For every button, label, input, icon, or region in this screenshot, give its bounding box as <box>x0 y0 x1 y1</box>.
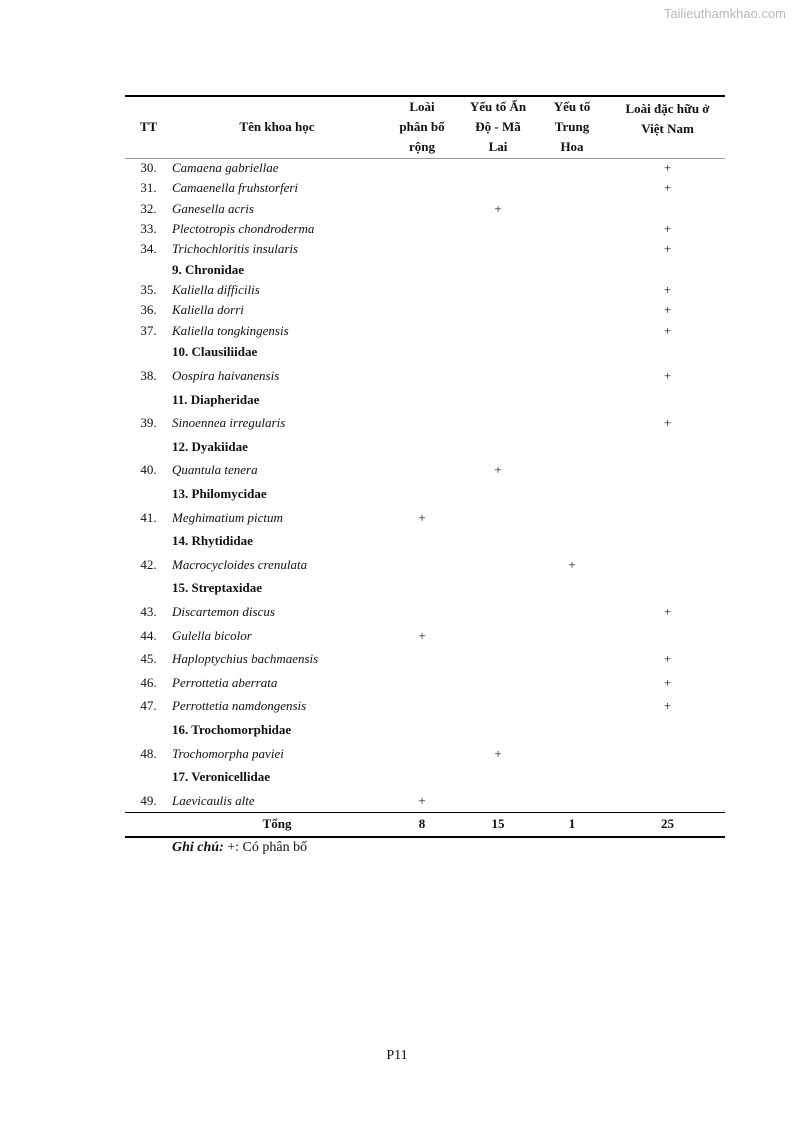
row-number: 49. <box>140 792 157 808</box>
row-number: 44. <box>140 627 157 643</box>
indo-malay-mark <box>462 178 534 198</box>
family-name: 17. Veronicellidae <box>172 769 270 785</box>
endemic-mark: + <box>663 674 672 690</box>
endemic-mark <box>610 199 725 219</box>
species-row <box>125 411 725 435</box>
endemic-mark: + <box>663 368 672 384</box>
species-name: Trochomorpha paviei <box>172 745 284 761</box>
species-row <box>125 459 725 483</box>
endemic-mark: + <box>663 322 672 338</box>
species-name: Laevicaulis alte <box>172 792 255 808</box>
footnote-label: Ghi chú: <box>172 840 224 855</box>
species-row <box>125 280 725 300</box>
row-number: 35. <box>140 281 157 297</box>
header-scientific-name: Tên khoa học <box>239 119 315 135</box>
endemic-mark: + <box>663 415 672 431</box>
species-row <box>125 742 725 766</box>
row-number: 42. <box>140 556 157 572</box>
indo-malay-mark <box>462 671 534 695</box>
widespread-mark <box>382 695 462 719</box>
row-number: 38. <box>140 368 157 384</box>
chinese-mark <box>534 647 610 671</box>
endemic-mark <box>610 506 725 530</box>
indo-malay-mark <box>462 624 534 648</box>
family-row <box>125 388 725 412</box>
widespread-mark <box>382 239 462 259</box>
widespread-mark <box>382 459 462 483</box>
endemic-mark <box>610 459 725 483</box>
row-number: 39. <box>140 415 157 431</box>
total-row <box>125 813 725 837</box>
family-row <box>125 482 725 506</box>
species-name: Perrottetia namdongensis <box>172 698 307 714</box>
chinese-mark <box>534 506 610 530</box>
species-name: Kaliella dorri <box>172 302 244 318</box>
chinese-mark <box>534 219 610 239</box>
widespread-mark <box>382 219 462 239</box>
chinese-mark <box>534 789 610 813</box>
species-row <box>125 239 725 259</box>
species-row <box>125 695 725 719</box>
chinese-mark <box>534 239 610 259</box>
species-row <box>125 178 725 198</box>
species-name: Camaenella fruhstorferi <box>172 180 299 196</box>
indo-malay-mark <box>462 647 534 671</box>
total-widespread: 8 <box>418 816 426 832</box>
endemic-mark: + <box>663 281 672 297</box>
endemic-mark: + <box>663 698 672 714</box>
total-chinese: 1 <box>568 816 576 832</box>
endemic-mark: + <box>663 241 672 257</box>
indo-malay-mark: + <box>494 745 502 761</box>
chinese-mark <box>534 199 610 219</box>
row-number: 48. <box>140 745 157 761</box>
species-row <box>125 506 725 530</box>
widespread-mark <box>382 280 462 300</box>
family-row <box>125 341 725 365</box>
species-row <box>125 624 725 648</box>
row-number: 31. <box>140 180 157 196</box>
species-name: Ganesella acris <box>172 200 254 216</box>
indo-malay-mark <box>462 364 534 388</box>
endemic-mark: + <box>663 180 672 196</box>
row-number: 46. <box>140 674 157 690</box>
widespread-mark <box>382 199 462 219</box>
header-row <box>125 96 725 158</box>
chinese-mark <box>534 364 610 388</box>
family-row <box>125 765 725 789</box>
indo-malay-mark <box>462 219 534 239</box>
indo-malay-mark: + <box>494 200 502 216</box>
indo-malay-mark <box>462 280 534 300</box>
indo-malay-mark <box>462 789 534 813</box>
widespread-mark: + <box>418 627 426 643</box>
widespread-mark <box>382 300 462 320</box>
species-name: Quantula tenera <box>172 462 258 478</box>
species-row <box>125 600 725 624</box>
chinese-mark <box>534 695 610 719</box>
family-name: 9. Chronidae <box>172 261 244 277</box>
species-name: Kaliella difficilis <box>172 281 260 297</box>
family-row <box>125 718 725 742</box>
indo-malay-mark <box>462 600 534 624</box>
widespread-mark <box>382 553 462 577</box>
species-name: Haploptychius bachmaensis <box>172 651 319 667</box>
chinese-mark <box>534 411 610 435</box>
endemic-mark <box>610 553 725 577</box>
header-endemic: Loài đặc hữu ở Việt Nam <box>625 101 710 136</box>
species-row <box>125 671 725 695</box>
family-row <box>125 577 725 601</box>
widespread-mark <box>382 671 462 695</box>
endemic-mark: + <box>663 302 672 318</box>
species-name: Oospira haivanensis <box>172 368 280 384</box>
family-name: 12. Dyakiidae <box>172 438 248 454</box>
widespread-mark: + <box>418 792 426 808</box>
widespread-mark <box>382 600 462 624</box>
species-name: Discartemon discus <box>172 604 275 619</box>
total-endemic: 25 <box>661 816 674 832</box>
widespread-mark <box>382 320 462 340</box>
row-number: 33. <box>140 221 157 237</box>
species-name: Sinoennea irregularis <box>172 415 286 431</box>
species-row <box>125 199 725 219</box>
chinese-mark: + <box>568 556 576 572</box>
endemic-mark: + <box>663 651 672 667</box>
header-widespread: Loài phân bố rộng <box>399 99 445 155</box>
chinese-mark <box>534 158 610 178</box>
endemic-mark <box>610 742 725 766</box>
indo-malay-mark <box>462 300 534 320</box>
family-name: 16. Trochomorphidae <box>172 721 292 737</box>
row-number: 32. <box>140 200 157 216</box>
species-row <box>125 553 725 577</box>
indo-malay-mark: + <box>494 462 502 478</box>
chinese-mark <box>534 280 610 300</box>
species-name: Kaliella tongkingensis <box>172 322 289 338</box>
row-number: 37. <box>140 322 157 338</box>
chinese-mark <box>534 742 610 766</box>
row-number: 45. <box>140 651 157 667</box>
species-row <box>125 219 725 239</box>
endemic-mark: + <box>663 160 672 176</box>
species-row <box>125 320 725 340</box>
family-name: 14. Rhytididae <box>172 533 253 549</box>
indo-malay-mark <box>462 695 534 719</box>
indo-malay-mark <box>462 553 534 577</box>
widespread-mark <box>382 364 462 388</box>
page-number: P11 <box>386 1048 408 1063</box>
family-name: 11. Diapheridae <box>172 391 260 407</box>
indo-malay-mark <box>462 158 534 178</box>
row-number: 34. <box>140 241 157 257</box>
species-row <box>125 647 725 671</box>
species-row <box>125 300 725 320</box>
species-name: Camaena gabriellae <box>172 160 279 176</box>
species-row <box>125 789 725 813</box>
family-name: 13. Philomycidae <box>172 486 267 502</box>
chinese-mark <box>534 320 610 340</box>
species-name: Meghimatium pictum <box>172 509 283 525</box>
chinese-mark <box>534 178 610 198</box>
indo-malay-mark <box>462 411 534 435</box>
species-name: Plectotropis chondroderma <box>172 221 315 237</box>
indo-malay-mark <box>462 320 534 340</box>
species-name: Gulella bicolor <box>172 627 252 643</box>
widespread-mark <box>382 742 462 766</box>
widespread-mark <box>382 647 462 671</box>
family-name: 10. Clausiliidae <box>172 344 258 360</box>
chinese-mark <box>534 671 610 695</box>
header-chinese: Yếu tố Trung Hoa <box>553 99 591 155</box>
row-number: 30. <box>140 160 157 176</box>
species-row <box>125 158 725 178</box>
endemic-mark <box>610 624 725 648</box>
row-number: 43. <box>140 604 157 619</box>
row-number: 40. <box>140 462 157 478</box>
species-name: Perrottetia aberrata <box>172 674 278 690</box>
family-row <box>125 435 725 459</box>
row-number: 47. <box>140 698 157 714</box>
footnote <box>172 840 307 856</box>
chinese-mark <box>534 600 610 624</box>
widespread-mark: + <box>418 509 426 525</box>
row-number: 36. <box>140 302 157 318</box>
chinese-mark <box>534 300 610 320</box>
header-tt: TT <box>139 119 158 135</box>
family-row <box>125 529 725 553</box>
chinese-mark <box>534 624 610 648</box>
family-row <box>125 259 725 279</box>
endemic-mark: + <box>663 604 672 619</box>
species-table <box>125 95 725 838</box>
indo-malay-mark <box>462 239 534 259</box>
total-label: Tổng <box>262 816 292 832</box>
endemic-mark: + <box>663 221 672 237</box>
table-body <box>125 158 725 813</box>
total-indo-malay: 15 <box>491 816 505 832</box>
species-row <box>125 364 725 388</box>
row-number: 41. <box>140 509 157 525</box>
species-name: Trichochloritis insularis <box>172 241 299 257</box>
header-indo-malay: Yếu tố Ấn Độ - Mã Lai <box>469 99 527 155</box>
species-name: Macrocycloides crenulata <box>172 556 308 572</box>
widespread-mark <box>382 178 462 198</box>
indo-malay-mark <box>462 506 534 530</box>
chinese-mark <box>534 459 610 483</box>
widespread-mark <box>382 158 462 178</box>
footnote-text: +: Có phân bố <box>223 840 308 855</box>
endemic-mark <box>610 789 725 813</box>
widespread-mark <box>382 411 462 435</box>
watermark: Tailieuthamkhao.com <box>663 6 786 21</box>
family-name: 15. Streptaxidae <box>172 580 263 596</box>
